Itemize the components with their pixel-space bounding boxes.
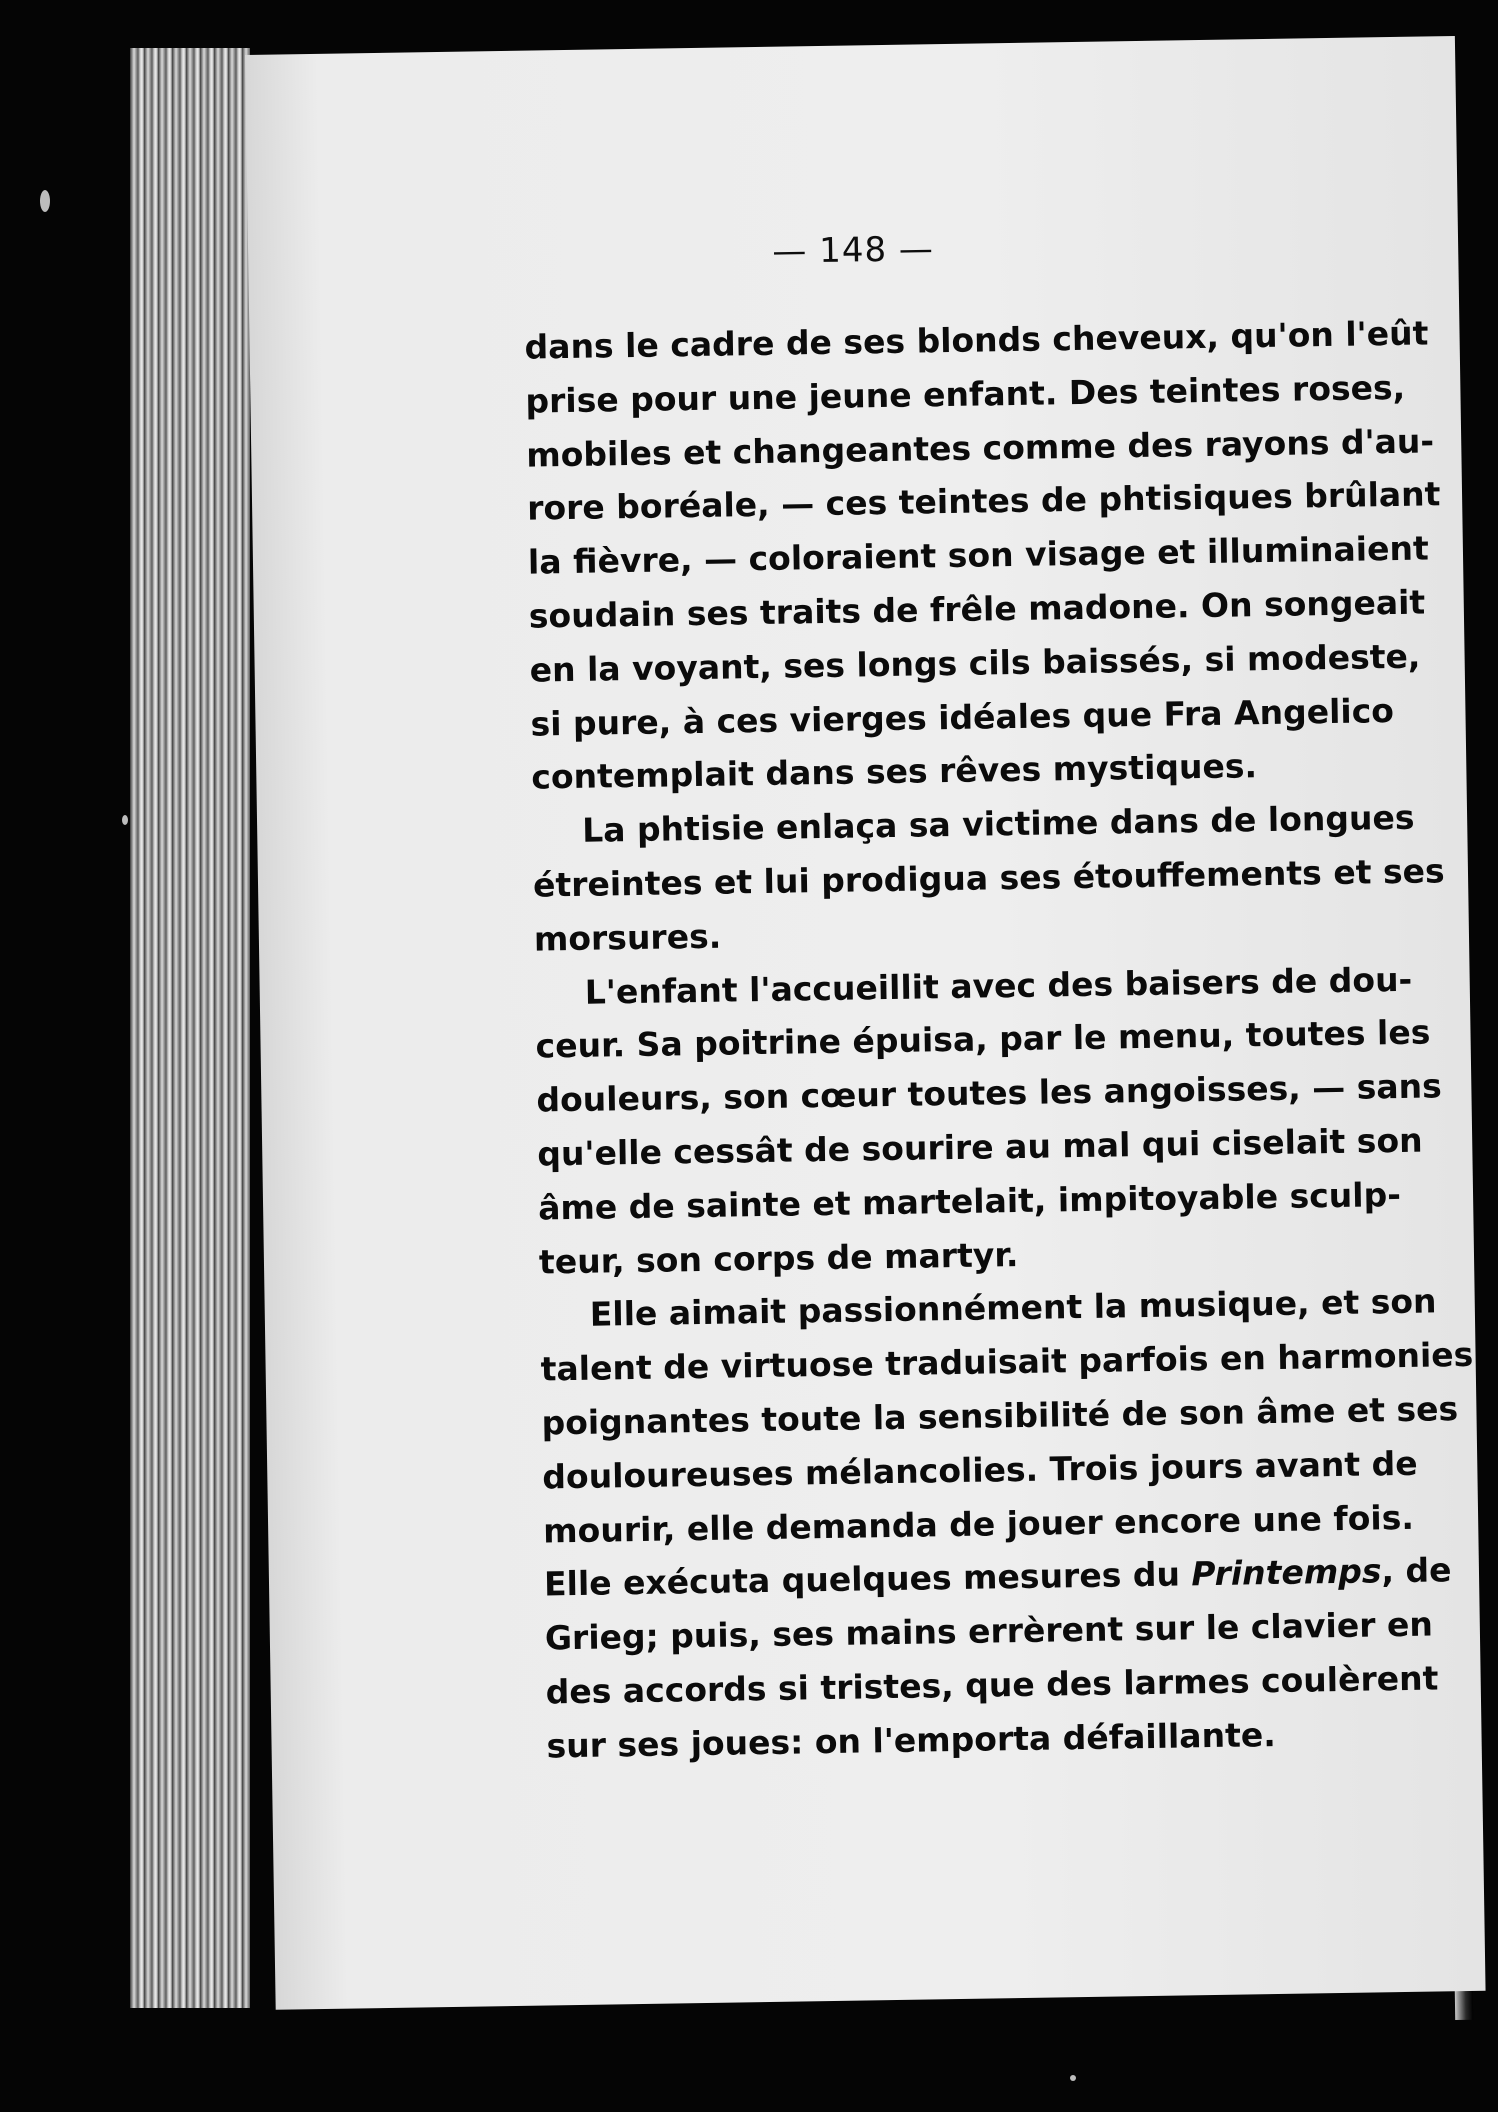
book-page-edges (130, 48, 250, 2008)
text-line: Elle aimait passionnément la musique, et son (589, 1281, 1437, 1335)
text-line: étreintes et lui prodigua ses étouffements et ses (532, 851, 1445, 905)
text-line: ceur. Sa poitrine épuisa, par le menu, toutes les (535, 1012, 1431, 1066)
text-line: La phtisie enlaça sa victime dans de longues (581, 797, 1415, 850)
text-line: L'enfant l'accueillit avec des baisers de dou- (584, 959, 1413, 1012)
book-page (245, 36, 1486, 2010)
text-line: douloureuses mélancolies. Trois jours avant de (542, 1443, 1418, 1497)
text-line: Grieg; puis, ses mains errèrent sur le clavier en (544, 1604, 1434, 1658)
scan-speck (122, 815, 128, 825)
work-title: Printemps (1191, 1551, 1382, 1594)
text-line: mobiles et changeantes comme des rayons d'au- (526, 420, 1435, 475)
text-line: en la voyant, ses longs cils baissés, si modeste, (529, 636, 1421, 690)
text-line: prise pour une jeune enfant. Des teintes roses, (525, 367, 1406, 421)
text-line: teur, son corps de martyr. (538, 1234, 1019, 1282)
text-line: la fièvre, — coloraient son visage et illuminaient (527, 528, 1430, 582)
text-line: sur ses joues: on l'emporta défaillante. (546, 1714, 1277, 1766)
text-line: contemplait dans ses rêves mystiques. (531, 746, 1258, 797)
body-text (524, 307, 1474, 1773)
text-line: Elle exécuta quelques mesures du Printemps, de (543, 1550, 1452, 1604)
text-line: douleurs, son cœur toutes les angoisses, — sans (536, 1066, 1443, 1120)
text-line: si pure, à ces vierges idéales que Fra Angelico (530, 690, 1395, 744)
text-line: mourir, elle demanda de jouer encore une fois. (542, 1497, 1415, 1551)
text-line: talent de virtuose traduisait parfois en harmonies (540, 1335, 1474, 1389)
text-line: soudain ses traits de frêle madone. On songeait (528, 582, 1426, 636)
text-line: poignantes toute la sensibilité de son âme et ses (541, 1389, 1459, 1443)
text-line: des accords si tristes, que des larmes coulèrent (545, 1658, 1439, 1712)
text-line: âme de sainte et martelait, impitoyable sculp- (537, 1174, 1402, 1228)
scan-speck (40, 190, 50, 212)
text-line: dans le cadre de ses blonds cheveux, qu'on l'eût (524, 313, 1429, 367)
scan-speck (1070, 2075, 1076, 2081)
text-line: rore boréale, — ces teintes de phtisiques brûlant (526, 474, 1441, 529)
page-number: — 148 — (772, 229, 935, 272)
text-line: morsures. (533, 916, 722, 959)
text-line: qu'elle cessât de sourire au mal qui ciselait son (536, 1120, 1423, 1174)
